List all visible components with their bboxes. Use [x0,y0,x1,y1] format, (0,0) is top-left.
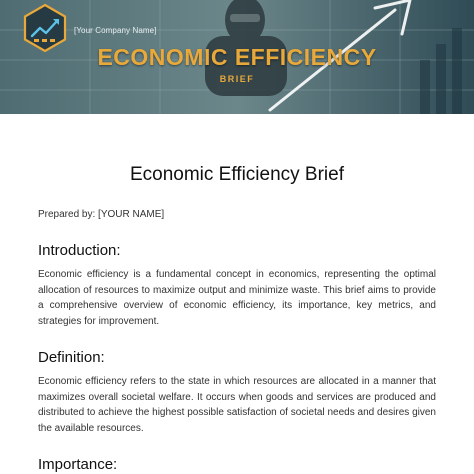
header-banner [0,0,474,114]
document-title: Economic Efficiency Brief [129,164,344,185]
section-heading-definition: Definition: [38,349,105,366]
banner-title: ECONOMIC EFFICIENCY [97,44,377,70]
company-name: [Your Company Name] [74,26,157,35]
banner-subtitle: BRIEF [219,74,255,84]
prepared-by: Prepared by: [YOUR NAME] [38,209,165,220]
section-heading-introduction: Introduction: [38,242,121,259]
document-body [38,114,436,473]
section-body-definition: Economic efficiency refers to the state in which resources are allocated in a manner that maximizes overall societal welfare. It occurs when goods and services are produced and distributed to achieve the highest possible satisfaction of societal needs and desires given the available resources. [38,376,436,434]
section-heading-importance: Importance: [38,456,118,473]
section-body-introduction: Economic efficiency is a fundamental concept in economics, representing the optimal allocation of resources to maximize output and minimize waste. This brief aims to provide a comprehensive overview of economic efficiency, its importance, key metrics, and strategies for improvement. [38,269,436,327]
